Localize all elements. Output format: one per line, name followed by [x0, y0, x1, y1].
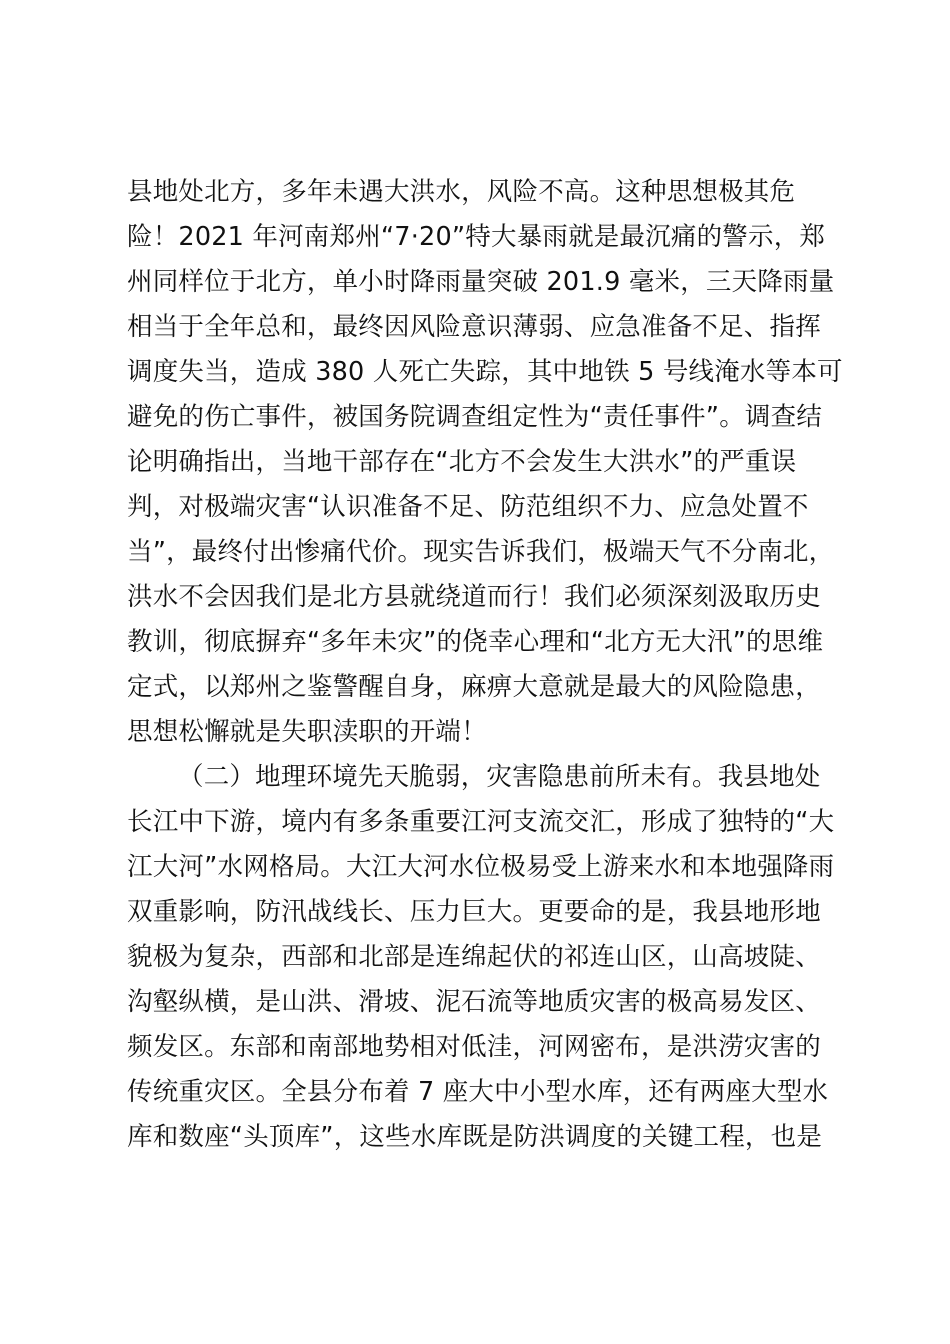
paragraph-1-line-4: 相当于全年总和，最终因风险意识薄弱、应急准备不足、指挥 — [127, 312, 821, 342]
paragraph-2-line-6: 沟壑纵横，是山洪、滑坡、泥石流等地质灾害的极高易发区、 — [127, 987, 821, 1017]
paragraph-1-line-10: 洪水不会因我们是北方县就绕道而行！我们必须深刻汲取历史 — [127, 582, 821, 612]
paragraph-1-line-5: 调度失当，造成 380 人死亡失踪，其中地铁 5 号线淹水等本可 — [127, 357, 843, 387]
paragraph-2-line-5: 貌极为复杂，西部和北部是连绵起伏的祁连山区，山高坡陡、 — [127, 942, 821, 972]
paragraph-1-line-1: 县地处北方，多年未遇大洪水，风险不高。这种思想极其危 — [127, 177, 796, 207]
paragraph-1-line-12: 定式，以郑州之鉴警醒自身，麻痹大意就是最大的风险隐患， — [127, 672, 821, 702]
paragraph-2-line-3: 江大河”水网格局。大江大河水位极易受上游来水和本地强降雨 — [127, 852, 835, 882]
paragraph-2-line-4: 双重影响，防汛战线长、压力巨大。更要命的是，我县地形地 — [127, 897, 821, 927]
paragraph-2-line-7: 频发区。东部和南部地势相对低洼，河网密布，是洪涝灾害的 — [127, 1032, 821, 1062]
paragraph-1-line-13: 思想松懈就是失职渎职的开端！ — [127, 717, 487, 747]
paragraph-1-line-7: 论明确指出，当地干部存在“北方不会发生大洪水”的严重误 — [127, 447, 797, 477]
paragraph-1-line-3: 州同样位于北方，单小时降雨量突破 201.9 毫米，三天降雨量 — [127, 267, 835, 297]
paragraph-2-line-9: 库和数座“头顶库”，这些水库既是防洪调度的关键工程，也是 — [127, 1122, 823, 1152]
paragraph-1-line-11: 教训，彻底摒弃“多年未灾”的侥幸心理和“北方无大汛”的思维 — [127, 627, 824, 657]
paragraph-1-line-9: 当”，最终付出惨痛代价。现实告诉我们，极端天气不分南北， — [127, 537, 835, 567]
paragraph-1-line-8: 判，对极端灾害“认识准备不足、防范组织不力、应急处置不 — [127, 492, 809, 522]
paragraph-2-line-1: （二）地理环境先天脆弱，灾害隐患前所未有。我县地处 — [178, 762, 821, 792]
paragraph-1-line-6: 避免的伤亡事件，被国务院调查组定性为“责任事件”。调查结 — [127, 402, 823, 432]
paragraph-2-line-8: 传统重灾区。全县分布着 7 座大中小型水库，还有两座大型水 — [127, 1077, 829, 1107]
paragraph-2-line-2: 长江中下游，境内有多条重要江河支流交汇，形成了独特的“大 — [127, 807, 835, 837]
paragraph-1-line-2: 险！2021 年河南郑州“7·20”特大暴雨就是最沉痛的警示，郑 — [127, 222, 826, 252]
